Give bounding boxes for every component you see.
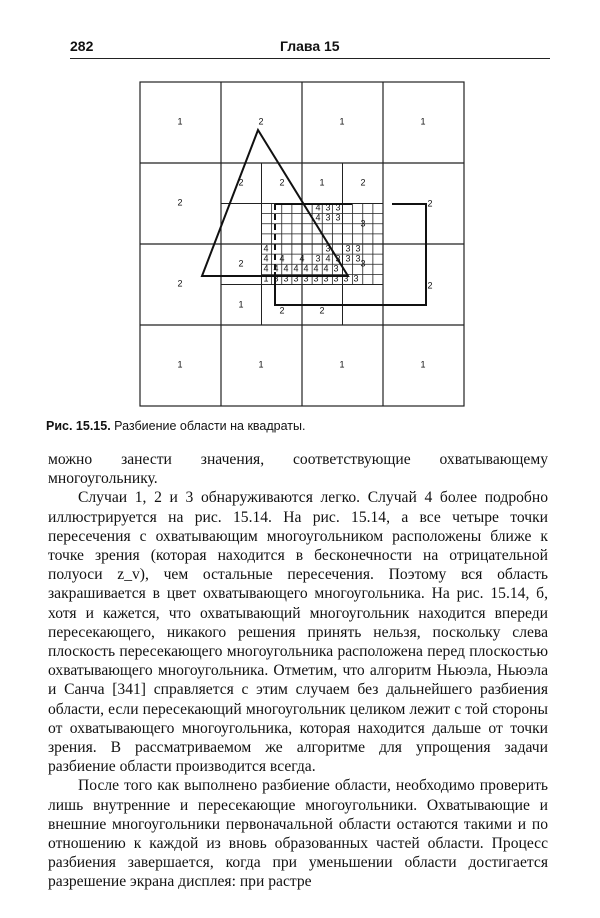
- small-cell-label: 4: [299, 253, 305, 264]
- small-cell-label: 3: [335, 212, 341, 223]
- paragraph-3: После того как выполнено разбиение области, необходимо проверить лишь внутренние и пересекающие многоугольники. Охватывающие и внешние многоугольники первоначальной области остаются такими и по отношению к каждой из вновь образованных частей области. Процесс разбиения завершается, когда при уменьшении области достигается разрешение экрана дисплея: при растре: [48, 777, 548, 891]
- caption-text: Разбиение области на квадраты.: [114, 419, 306, 433]
- small-cell-label: 4: [263, 253, 269, 264]
- mid-cell-label: 2: [238, 258, 244, 269]
- big-cell-label: 1: [420, 359, 426, 370]
- paragraph-2: Случаи 1, 2 и 3 обнаруживаются легко. Случай 4 более подробно иллюстрируется на рис. 15.14. На рис. 15.14, а все четыре точки пересечения с охватывающим многоугольником расположены ближе к точке зрения (которая находится в бесконечности на отрицательной полуоси z_v), чем остальные пересечения. Поэтому вся область закрашивается в цвет охватывающего многоугольника. На рис. 15.14, б, хотя и кажется, что охватывающий многоугольник находится впереди пересекающего, никакого решения принять нельзя, поскольку слева плоскость пересекающего многоугольника расположена перед плоскостью охватывающего многоугольника. Отметим, что алгоритм Ньюэла, Ньюэла и Санча [341] справляется с этим случаем без дальнейшего разбиения области, если пересекающий многоугольник целиком лежит с той стороны от охватывающего многоугольника, которая находится дальше от точки зрения. В рассматриваемом же алгоритме для упрощения задачи разбиение области производится всегда.: [48, 489, 548, 776]
- big-cell-label: 1: [339, 359, 345, 370]
- caption-label: Рис. 15.15.: [46, 419, 111, 433]
- big-cell-label: 1: [177, 359, 183, 370]
- mid-cell-label: 2: [279, 177, 285, 188]
- body-text: [48, 450, 548, 892]
- small-cell-label: 3: [355, 243, 361, 254]
- small-cell-label: 3: [325, 243, 331, 254]
- mid-cell-label: 2: [360, 177, 366, 188]
- small-cell-label: 3: [325, 202, 331, 213]
- small-cell-label: 4: [315, 212, 321, 223]
- subdivision-figure: [130, 72, 470, 412]
- small-cell-label: 3: [353, 273, 359, 284]
- small-cell-label: 4: [273, 263, 279, 274]
- paragraph-1: можно занести значения, соответствующие охватывающему многоугольнику.: [48, 451, 548, 488]
- small-cell-label: 4: [263, 263, 269, 274]
- small-cell-label: 4: [279, 253, 285, 264]
- mid-cell-label: 3: [360, 258, 366, 269]
- right-label: 2: [427, 198, 433, 209]
- mid-cell-label: 2: [319, 305, 325, 316]
- small-cell-label: 3: [293, 273, 299, 284]
- mid-cell-label: 1: [319, 177, 325, 188]
- big-cell-label: 2: [258, 116, 264, 127]
- small-cell-label: 3: [355, 253, 361, 264]
- page-header: [70, 38, 550, 60]
- figure-caption: [46, 419, 305, 433]
- small-cell-label: 4: [263, 243, 269, 254]
- small-cell-label: 3: [333, 263, 339, 274]
- big-cell-label: 2: [177, 278, 183, 289]
- small-cell-label: 3: [273, 273, 279, 284]
- small-cell-label: 4: [313, 263, 319, 274]
- big-cell-label: 1: [177, 116, 183, 127]
- small-cell-label: 1: [263, 273, 269, 284]
- small-cell-label: 4: [315, 202, 321, 213]
- big-cell-label: 1: [258, 359, 264, 370]
- big-cell-label: 2: [177, 197, 183, 208]
- mid-cell-label: 1: [238, 299, 244, 310]
- small-cell-label: 3: [335, 202, 341, 213]
- mid-cell-label: 3: [360, 218, 366, 229]
- chapter-title: Глава 15: [280, 38, 340, 54]
- small-cell-label: 3: [313, 273, 319, 284]
- big-cell-label: 1: [339, 116, 345, 127]
- mid-cell-label: 2: [279, 305, 285, 316]
- small-cell-label: 4: [283, 263, 289, 274]
- big-cell-label: 1: [420, 116, 426, 127]
- small-cell-label: 3: [343, 273, 349, 284]
- small-cell-label: 3: [325, 212, 331, 223]
- small-cell-label: 3: [323, 273, 329, 284]
- page-number: 282: [70, 38, 94, 54]
- small-cell-label: 4: [323, 263, 329, 274]
- right-label: 2: [427, 280, 433, 291]
- small-cell-label: 3: [345, 253, 351, 264]
- small-cell-label: 3: [335, 253, 341, 264]
- small-cell-label: 4: [303, 263, 309, 274]
- small-cell-label: 3: [333, 273, 339, 284]
- small-cell-label: 3: [303, 273, 309, 284]
- grid-lines: [140, 82, 464, 406]
- small-cell-label: 3: [315, 253, 321, 264]
- header-rule: [70, 58, 550, 59]
- mid-cell-label: 2: [238, 177, 244, 188]
- small-cell-label: 4: [325, 253, 331, 264]
- small-cell-label: 3: [283, 273, 289, 284]
- small-cell-label: 4: [293, 263, 299, 274]
- small-cell-label: 3: [345, 243, 351, 254]
